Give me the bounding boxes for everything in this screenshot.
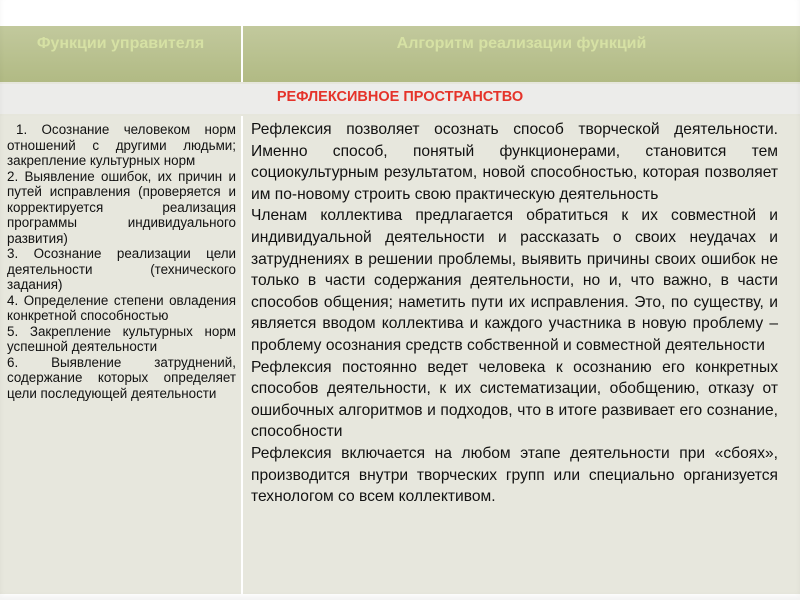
function-item: 1. Осознание человеком норм отношений с другими людьми; закрепление культурных норм (7, 122, 236, 168)
header-algorithm: Алгоритм реализации функций (243, 26, 800, 82)
function-item: 6. Выявление затруднений, содержание которых определяет цели последующей деятельности (7, 354, 236, 401)
algorithm-column (243, 116, 800, 594)
function-item: 4. Определение степени овладения конкретной способностью (7, 292, 236, 323)
function-item: 3. Осознание реализации цели деятельности (технического задания) (7, 246, 236, 292)
column-divider (241, 116, 243, 594)
header-divider (241, 26, 243, 82)
header-functions: Функции управителя (0, 26, 241, 82)
function-item: 2. Выявление ошибок, их причин и путей исправления (проверяется и корректируется реализация программы индивидуального развития) (7, 168, 236, 246)
algorithm-paragraph: Рефлексия включается на любом этапе деятельности при «сбоях», производится внутри творческих групп или специально организуется технологом со всем коллективом. (251, 444, 778, 506)
functions-table (0, 26, 800, 594)
function-item: 5. Закрепление культурных норм успешной деятельности (7, 323, 236, 354)
algorithm-paragraph: Членам коллектива предлагается обратиться к их совместной и индивидуальной деятельности и рассказать о своих неудачах и затруднениях в решении проблемы, выявить причины своих ошибок не только в части содержания деятельности, но и, что важно, в части способов общения; наметить пути их исправления. Это, по существу, и является вводом коллектива и каждого участника в новую проблему – проблему осознания средств собственной и совместной деятельности (251, 207, 778, 354)
algorithm-paragraph: Рефлексия позволяет осознать способ творческой деятельности. Именно способ, понятый функционерами, становится тем социокультурным результатом, новой способностью, которая позволяет им по-новому строить свою практическую деятельность (251, 121, 778, 203)
section-title: РЕФЛЕКСИВНОЕ ПРОСТРАНСТВО (0, 84, 800, 114)
functions-column (0, 116, 241, 594)
algorithm-paragraph: Рефлексия постоянно ведет человека к осознанию его конкретных способов деятельности, к их систематизации, обобщению, отказу от ошибочных алгоритмов и подходов, что в итоге развивает его сознание, способности (251, 358, 778, 441)
